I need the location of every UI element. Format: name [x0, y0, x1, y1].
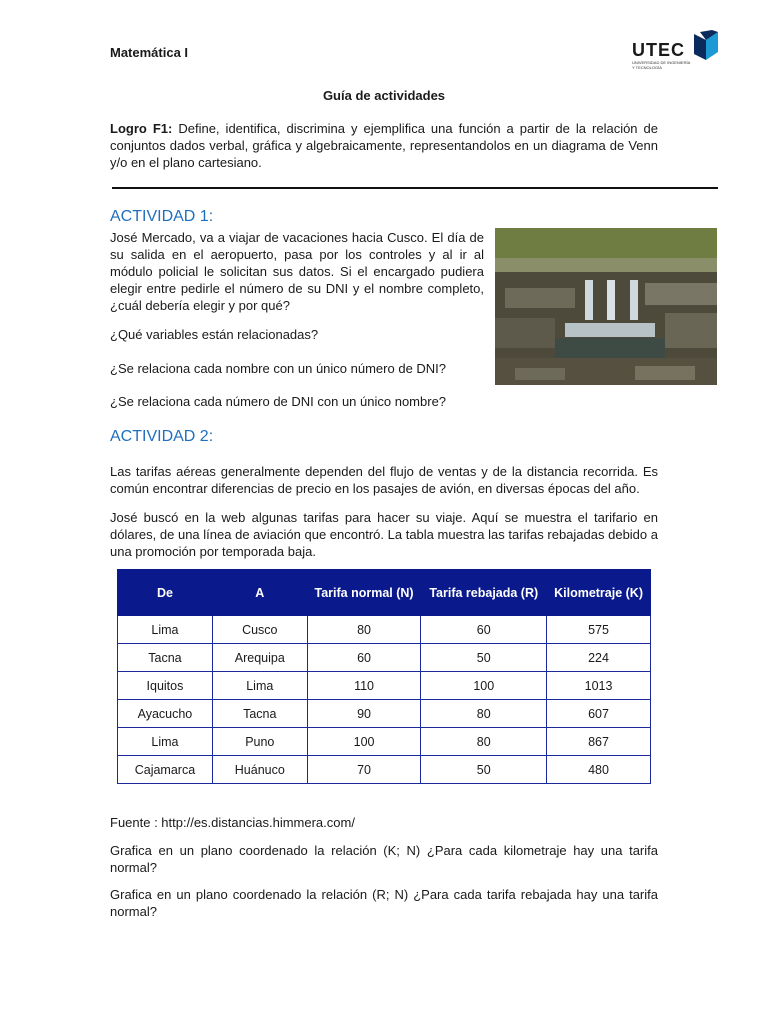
table-cell: Tacna: [118, 644, 213, 672]
table-cell: Huánuco: [212, 756, 307, 784]
logo-subtitle: UNIVERSIDAD DE INGENIERÍA Y TECNOLOGÍA: [632, 60, 691, 70]
logo-text: UTEC: [632, 40, 685, 60]
table-cell: Lima: [118, 616, 213, 644]
table-cell: 70: [307, 756, 421, 784]
table-cell: Lima: [212, 672, 307, 700]
actividad1-question-2: ¿Se relaciona cada nombre con un único número de DNI?: [110, 361, 447, 376]
table-cell: 100: [421, 672, 547, 700]
table-header-row: [118, 570, 651, 616]
column-header: Tarifa normal (N): [307, 570, 421, 616]
table-cell: 80: [307, 616, 421, 644]
column-header: Kilometraje (K): [547, 570, 651, 616]
table-cell: Arequipa: [212, 644, 307, 672]
fares-table: [117, 569, 651, 784]
column-header: De: [118, 570, 213, 616]
actividad1-heading: ACTIVIDAD 1:: [110, 208, 214, 225]
divider: [112, 187, 718, 189]
actividad1-question-3: ¿Se relaciona cada número de DNI con un único nombre?: [110, 394, 447, 409]
page-title: Guía de actividades: [322, 88, 446, 103]
table-cell: Cajamarca: [118, 756, 213, 784]
table-row: [118, 616, 651, 644]
table-cell: 90: [307, 700, 421, 728]
table-cell: 60: [307, 644, 421, 672]
table-cell: 100: [307, 728, 421, 756]
table-cell: 110: [307, 672, 421, 700]
actividad1-question-1: ¿Qué variables están relacionadas?: [110, 327, 319, 342]
table-row: [118, 672, 651, 700]
table-row: [118, 700, 651, 728]
table-cell: 80: [421, 728, 547, 756]
actividad2-question-2: Grafica en un plano coordenado la relación (R; N) ¿Para cada tarifa rebajada hay una tarifa normal?: [110, 887, 658, 919]
course-name: Matemática I: [110, 45, 189, 60]
table-cell: Cusco: [212, 616, 307, 644]
table-cell: Tacna: [212, 700, 307, 728]
source-note: Fuente : http://es.distancias.himmera.com/: [110, 815, 355, 830]
table-cell: 607: [547, 700, 651, 728]
actividad2-paragraph-2: José buscó en la web algunas tarifas para hacer su viaje. Aquí se muestra el tarifario en dólares, de una línea de aviación que encontró. La tabla muestra las tarifas rebajadas debido a una promoción por temporada baja.: [110, 510, 658, 559]
actividad1-intro: José Mercado, va a viajar de vacaciones hacia Cusco. El día de su salida en el aeropuerto, pasa por los controles y al ir al módulo policial le solicitan sus datos. Si el encargado pudiera elegir entre pedirle el número de su DNI y el nombre completo, ¿cuál debería elegir y por qué?: [110, 230, 484, 313]
table-cell: 50: [421, 644, 547, 672]
actividad2-question-1: Grafica en un plano coordenado la relación (K; N) ¿Para cada kilometraje hay una tarifa normal?: [110, 843, 658, 875]
table-cell: 1013: [547, 672, 651, 700]
table-cell: 80: [421, 700, 547, 728]
table-cell: 224: [547, 644, 651, 672]
column-header: Tarifa rebajada (R): [421, 570, 547, 616]
column-header: A: [212, 570, 307, 616]
table-row: [118, 728, 651, 756]
logro-text: [110, 120, 658, 171]
table-cell: 60: [421, 616, 547, 644]
table-cell: 480: [547, 756, 651, 784]
table-cell: Lima: [118, 728, 213, 756]
actividad2-paragraph-1: Las tarifas aéreas generalmente dependen del flujo de ventas y de la distancia recorrida. Es común encontrar diferencias de precio en los pasajes de avión, en diversas épocas del año.: [110, 464, 658, 496]
logro-body: Define, identifica, discrimina y ejemplifica una función a partir de la relación de conjuntos dados verbal, gráfica y algebraicamente, representandolos en un diagrama de Venn y/o en el plano cartesiano.: [110, 121, 659, 170]
utec-logo: [632, 30, 722, 70]
table-cell: 575: [547, 616, 651, 644]
table-cell: 50: [421, 756, 547, 784]
table-cell: Iquitos: [118, 672, 213, 700]
actividad2-heading: ACTIVIDAD 2:: [110, 428, 214, 445]
table-cell: Ayacucho: [118, 700, 213, 728]
table-cell: 867: [547, 728, 651, 756]
table-row: [118, 756, 651, 784]
logro-label: Logro F1:: [110, 121, 173, 136]
table-cell: Puno: [212, 728, 307, 756]
table-row: [118, 644, 651, 672]
stone-fountain-photo: [495, 228, 717, 385]
utec-logo-icon: [692, 30, 720, 64]
